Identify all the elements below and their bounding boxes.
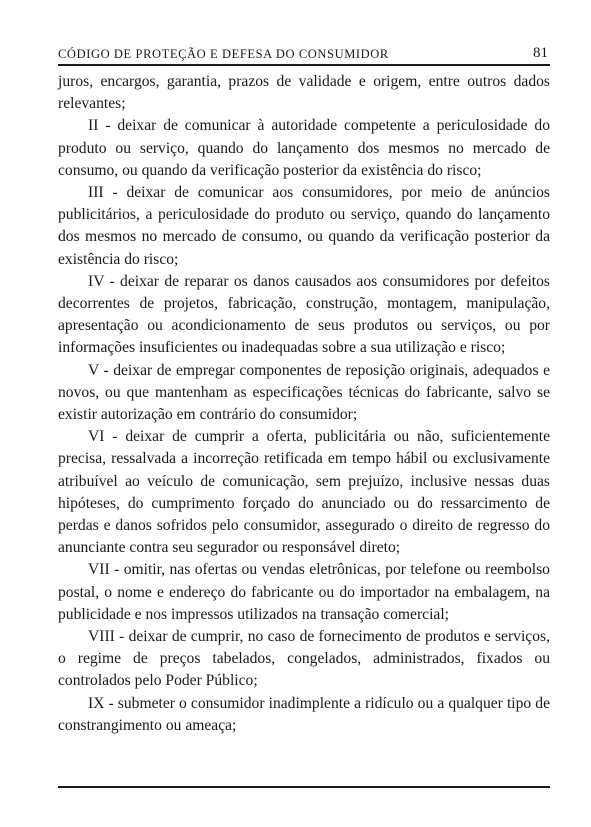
- item-paragraph-v: [58, 360, 550, 427]
- item-text: deixar de comunicar aos consumidores, por meio de anúncios publicitários, a periculosidade do produto ou serviço, quando do lançamento dos mesmos no mercado de consumo, ou quando da verificação posterior da existência do risco;: [58, 184, 550, 268]
- item-numeral: II -: [88, 117, 111, 135]
- item-numeral: IX -: [88, 694, 114, 712]
- header-title: CÓDIGO DE PROTEÇÃO E DEFESA DO CONSUMIDOR: [58, 47, 389, 61]
- item-text: submeter o consumidor inadimplente a ridículo ou a qualquer tipo de constrangimento ou ameaça;: [58, 694, 551, 734]
- item-numeral: IV -: [88, 272, 115, 290]
- item-numeral: III -: [88, 184, 118, 202]
- item-text: deixar de cumprir, no caso de fornecimento de produtos e serviços, o regime de preços tabelados, congelados, administrados, fixados ou controlados pelo Poder Público;: [58, 628, 550, 690]
- item-text: deixar de comunicar à autoridade competente a periculosidade do produto ou serviço, quando do lançamento dos mesmos no mercado de consumo, ou quando da verificação posterior da existência do risco;: [58, 117, 550, 179]
- item-text: omitir, nas ofertas ou vendas eletrônicas, por telefone ou reembolso postal, o nome e endereço do fabricante ou do importador na embalagem, na publicidade e nos impressos utilizados na transação comercial;: [58, 561, 550, 623]
- page-number: 81: [533, 45, 548, 61]
- book-page: [58, 40, 550, 737]
- item-text: deixar de reparar os danos causados aos consumidores por defeitos decorrentes de projetos, fabricação, construção, montagem, manipulação, apresentação ou acondicionamento de seus produtos ou serviços, ou por informações insuficientes ou inadequadas sobre a sua utilização e risco;: [58, 272, 550, 357]
- item-paragraph-vii: [58, 559, 550, 626]
- continuation-paragraph: juros, encargos, garantia, prazos de validade e origem, entre outros dados relevantes;: [58, 73, 550, 113]
- body-text: [58, 71, 550, 737]
- item-paragraph-ii: [58, 115, 550, 182]
- item-paragraph-vi: [58, 426, 550, 559]
- item-numeral: V -: [88, 361, 109, 379]
- item-numeral: VII -: [88, 561, 120, 579]
- item-text: deixar de empregar componentes de reposição originais, adequados e novos, ou que mantenham as especificações técnicas do fabricante, salvo se existir autorização em contrário do consumidor;: [58, 361, 551, 424]
- item-text: deixar de cumprir a oferta, publicitária ou não, suficientemente precisa, ressalvada a incorreção retificada em tempo hábil ou exclusivamente atribuível ao veículo de comunicação, sem prejuízo, inclusive nessas duas hipóteses, do cumprimento forçado do anunciado ou do ressarcimento de perdas e danos sofridos pelo consumidor, assegurado o direito de regresso do anunciante contra seu segurador ou responsável direto;: [58, 428, 551, 557]
- running-header: [58, 40, 550, 66]
- item-numeral: VIII -: [88, 628, 125, 646]
- item-paragraph-iii: [58, 182, 550, 271]
- item-paragraph-iv: [58, 271, 550, 360]
- item-paragraph-viii: [58, 626, 550, 693]
- item-paragraph-ix: [58, 693, 550, 737]
- item-numeral: VI -: [88, 428, 118, 446]
- footer-rule: [58, 786, 550, 788]
